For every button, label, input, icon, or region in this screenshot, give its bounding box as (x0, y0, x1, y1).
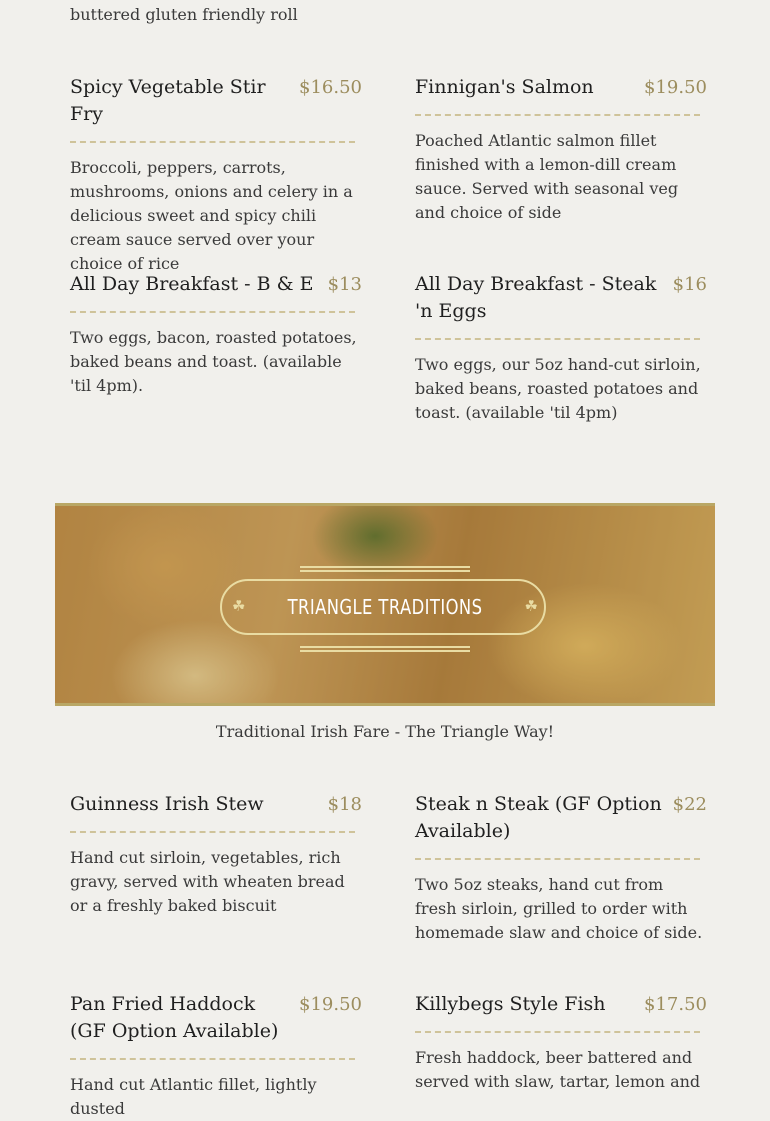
section-title: TRIANGLE TRADITIONS (287, 595, 483, 619)
menu-item-price: $17.50 (644, 994, 707, 1015)
menu-item-name: Spicy Vegetable Stir Fry (70, 76, 266, 125)
menu-item-price: $16 (672, 274, 707, 295)
menu-item-description: Two eggs, bacon, roasted potatoes, baked beans and toast. (available 'til 4pm). (70, 328, 357, 395)
menu-item-price: $22 (672, 794, 707, 815)
dashed-divider (415, 338, 700, 340)
celtic-knot-icon: ☘ (232, 597, 246, 615)
menu-item-description: Broccoli, peppers, carrots, mushrooms, onions and celery in a delicious sweet and spicy chili cream sauce served over your choice of rice (70, 158, 353, 273)
menu-item-name: Steak n Steak (GF Option Available) (415, 793, 662, 842)
menu-item-name: All Day Breakfast - B & E (70, 273, 314, 295)
menu-item-name: All Day Breakfast - Steak 'n Eggs (415, 273, 657, 322)
dashed-divider (70, 311, 355, 313)
menu-item-description: Hand cut sirloin, vegetables, rich gravy, served with wheaten bread or a freshly baked biscuit (70, 848, 345, 915)
menu-item-irish-stew (70, 791, 362, 918)
menu-item-pan-fried-haddock (70, 991, 362, 1121)
menu-item-price: $16.50 (299, 77, 362, 98)
celtic-knot-icon: ☘ (524, 597, 538, 615)
menu-item-breakfast-be (70, 271, 362, 398)
menu-item-price: $18 (327, 794, 362, 815)
badge-ornament-line (300, 650, 470, 652)
previous-item-description-fragment: buttered gluten friendly roll (70, 5, 298, 24)
menu-item-name: Killybegs Style Fish (415, 993, 606, 1015)
dashed-divider (415, 1031, 700, 1033)
dashed-divider (70, 141, 355, 143)
menu-item-steak-n-steak (415, 791, 707, 945)
section-title-badge (220, 563, 550, 653)
menu-item-price: $19.50 (644, 77, 707, 98)
menu-item-killybegs-fish (415, 991, 707, 1094)
menu-item-name: Finnigan's Salmon (415, 76, 594, 98)
dashed-divider (70, 1058, 355, 1060)
dashed-divider (415, 858, 700, 860)
menu-item-breakfast-steak (415, 271, 707, 425)
dashed-divider (415, 114, 700, 116)
menu-item-stir-fry (70, 74, 362, 276)
menu-item-price: $19.50 (299, 994, 362, 1015)
section-tagline: Traditional Irish Fare - The Triangle Way! (215, 722, 555, 741)
menu-item-description: Hand cut Atlantic fillet, lightly dusted (70, 1075, 317, 1118)
menu-item-description: Two eggs, our 5oz hand-cut sirloin, baked beans, roasted potatoes and toast. (available 'til 4pm) (415, 355, 701, 422)
menu-item-price: $13 (327, 274, 362, 295)
badge-ornament-line (300, 566, 470, 568)
badge-ornament-line (300, 570, 470, 572)
badge-ornament-line (300, 646, 470, 648)
dashed-divider (70, 831, 355, 833)
menu-item-description: Fresh haddock, beer battered and served with slaw, tartar, lemon and (415, 1048, 701, 1091)
menu-item-description: Two 5oz steaks, hand cut from fresh sirloin, grilled to order with homemade slaw and choice of side. (415, 875, 703, 942)
menu-item-name: Pan Fried Haddock (GF Option Available) (70, 993, 279, 1042)
menu-item-description: Poached Atlantic salmon fillet finished with a lemon-dill cream sauce. Served with seasonal veg and choice of side (415, 131, 679, 222)
menu-item-salmon (415, 74, 707, 225)
menu-item-name: Guinness Irish Stew (70, 793, 264, 815)
section-banner-fish-and-chips (55, 503, 715, 706)
